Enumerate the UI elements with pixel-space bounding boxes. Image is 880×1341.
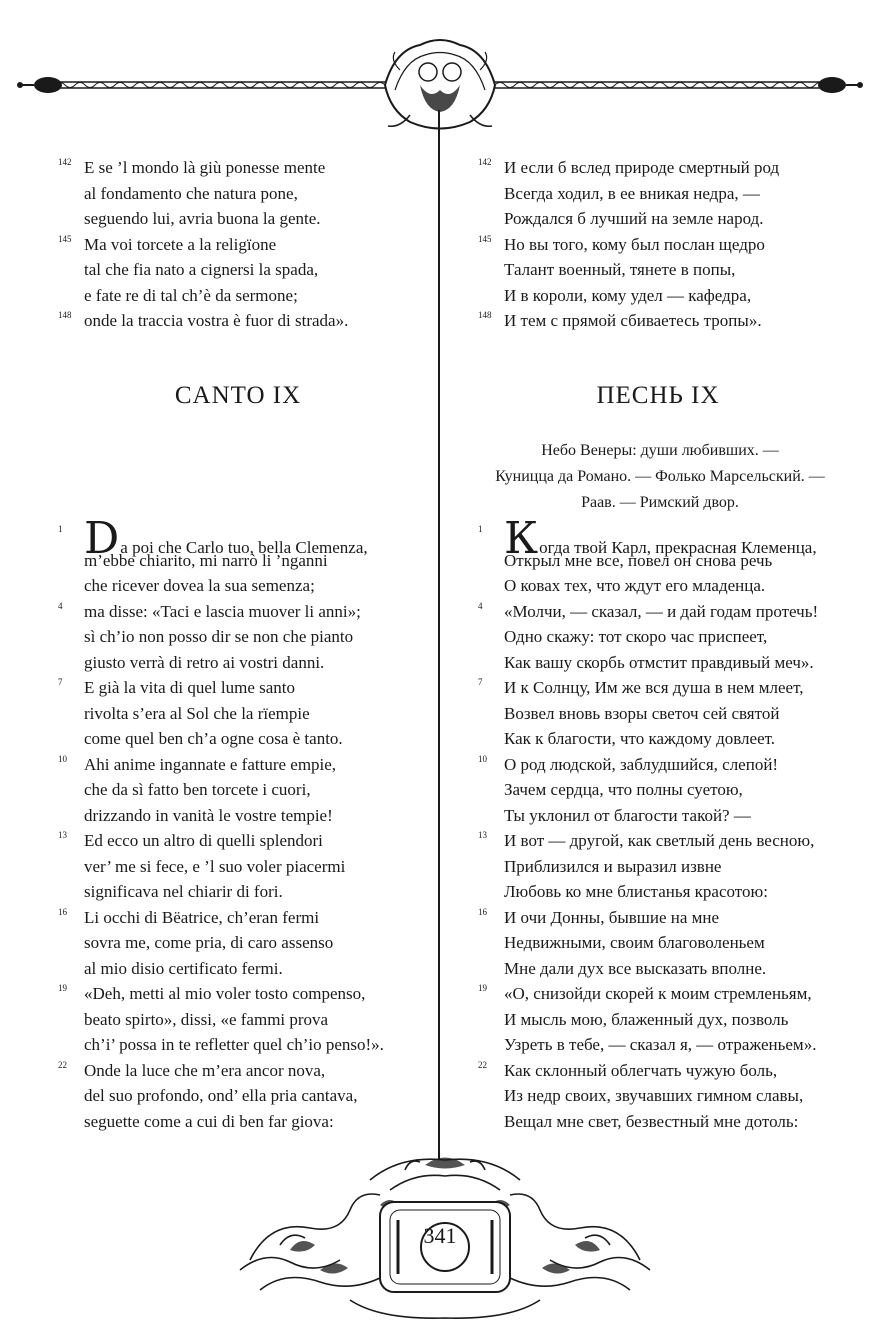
- stanza: [478, 828, 848, 905]
- verse-line: И в короли, кому удел — кафедра,: [504, 285, 752, 305]
- page-number: 341: [423, 1223, 457, 1248]
- verse-line: Открыл мне все, повел он снова речь: [504, 550, 773, 570]
- stanza: [58, 232, 418, 309]
- verse-number: 10: [478, 753, 487, 764]
- verse-line: Вещал мне свет, безвестный мне дотоль:: [504, 1111, 799, 1131]
- stanza: [58, 599, 428, 676]
- verse-line: rivolta s’era al Sol che la rïempie: [84, 703, 310, 723]
- verse-number: 4: [58, 600, 63, 611]
- verse-line: e fate re di tal ch’è da sermone;: [84, 285, 298, 305]
- verse-line: Ed ecco un altro di quelli splendori: [84, 831, 323, 850]
- verse-number: 145: [478, 233, 492, 244]
- verse-line: al fondamento che natura pone,: [84, 183, 298, 203]
- verse-line: И если б вслед природе смертный род: [504, 158, 780, 177]
- drop-cap: К: [504, 513, 539, 564]
- italian-canto-text: [58, 513, 428, 1134]
- verse-number: 4: [478, 600, 483, 611]
- verse-line: ver’ me si fece, e ’l suo voler piacermi: [84, 856, 346, 876]
- right-top-verses: [478, 155, 838, 334]
- verse-line: sì ch’io non posso dir se non che pianto: [84, 627, 354, 646]
- verse-line: Рождался б лучший на земле народ.: [504, 209, 764, 228]
- verse-line: Возвел вновь взоры светоч сей святой: [504, 703, 780, 723]
- top-ornament: [0, 30, 880, 140]
- verse-number: 19: [478, 983, 487, 993]
- verse-line: Приблизился и выразил извне: [504, 856, 722, 876]
- verse-line: Ahi anime ingannate e fatture empie,: [84, 754, 337, 774]
- verse-line: significava nel chiarir di fori.: [84, 882, 283, 901]
- stanza: [478, 981, 848, 1058]
- verse-line: Узреть в тебе, — сказал я, — отраженьем».: [504, 1035, 817, 1054]
- verse-line: E già la vita di quel lume santo: [84, 678, 296, 697]
- stanza: [58, 155, 418, 232]
- verse-line: m’ebbe chiarito, mi narrò li ’nganni: [84, 550, 328, 570]
- verse-line: seguendo lui, avria buona la gente.: [84, 209, 321, 228]
- stanza: [478, 155, 838, 232]
- verse-number: 145: [58, 233, 72, 244]
- stanza: [478, 1058, 848, 1135]
- verse-line: onde la traccia vostra è fuor di strada».: [84, 311, 349, 330]
- verse-line: al mio disio certificato fermi.: [84, 958, 283, 978]
- center-divider: [438, 110, 440, 1160]
- stanza: [58, 905, 428, 982]
- stanza: [58, 513, 428, 599]
- stanza: [58, 675, 428, 752]
- verse-line: Зачем сердца, что полны суетою,: [504, 780, 743, 799]
- verse-line: giusto verrà di retro ai vostri danni.: [84, 652, 325, 672]
- stanza: [58, 981, 428, 1058]
- verse-line: И к Солнцу, Им же вся душа в нем млеет,: [504, 678, 804, 697]
- verse-line: И очи Донны, бывшие на мне: [504, 907, 720, 927]
- verse-number: 7: [58, 677, 63, 687]
- verse-number: 148: [58, 310, 72, 320]
- canto-title-russian: ПЕСНЬ IX: [596, 382, 720, 409]
- verse-number: 10: [58, 753, 67, 764]
- stanza: [58, 752, 428, 829]
- verse-line: «Deh, metti al mio voler tosto compenso,: [84, 984, 366, 1003]
- verse-number: 13: [478, 830, 487, 840]
- verse-line: a poi che Carlo tuo, bella Clemenza,: [120, 538, 368, 557]
- verse-line: che ricever dovea la sua semenza;: [84, 576, 315, 595]
- stanza: [478, 905, 848, 982]
- verse-number: 13: [58, 830, 67, 840]
- verse-line: Одно скажу: тот скоро час приспеет,: [504, 627, 768, 646]
- stanza: [478, 513, 848, 599]
- verse-line: sovra me, come pria, di caro assenso: [84, 933, 334, 952]
- russian-canto-text: [478, 513, 848, 1134]
- verse-line: come quel ben ch’a ogne cosa è tanto.: [84, 729, 343, 748]
- verse-line: tal che fia nato a cignersi la spada,: [84, 260, 319, 279]
- verse-line: E se ’l mondo là giù ponesse mente: [84, 158, 326, 177]
- stanza: [478, 675, 848, 752]
- verse-number: 19: [58, 983, 67, 993]
- verse-line: che da sì fatto ben torcete i cuori,: [84, 780, 311, 799]
- verse-number: 16: [478, 906, 487, 917]
- verse-line: «О, снизойди скорей к моим стремленьям,: [504, 984, 812, 1003]
- verse-line: Талант военный, тянете в попы,: [504, 260, 736, 279]
- verse-line: И тем с прямой сбиваетесь тропы».: [504, 311, 762, 330]
- stanza: [478, 752, 848, 829]
- verse-line: И мысль мою, блаженный дух, позволь: [504, 1009, 789, 1029]
- verse-line: О ковах тех, что ждут его младенца.: [504, 576, 766, 595]
- canto-argument: [460, 438, 860, 516]
- verse-line: drizzando in vanità le vostre tempie!: [84, 805, 333, 825]
- verse-line: ma disse: «Taci e lascia muover li anni»;: [84, 601, 361, 621]
- finial-right: [818, 77, 863, 93]
- verse-line: «Молчи, — сказал, — и дай годам протечь!: [504, 601, 819, 621]
- verse-number: 142: [478, 157, 492, 167]
- stanza: [58, 828, 428, 905]
- verse-line: Всегда ходил, в ее вникая недра, —: [504, 183, 760, 203]
- stanza: [478, 232, 838, 309]
- stanza: [478, 599, 848, 676]
- verse-number: 22: [58, 1059, 67, 1070]
- verse-line: Onde la luce che m’era ancor nova,: [84, 1060, 326, 1080]
- verse-line: Недвижными, своим благоволеньем: [504, 933, 765, 952]
- finial-left: [17, 77, 62, 93]
- canto-title-italian: CANTO IX: [174, 382, 302, 409]
- verse-number: 148: [478, 310, 492, 320]
- verse-line: Мне дали дух все высказать вполне.: [504, 958, 767, 978]
- argument-line: Небо Венеры: души любивших. —: [541, 442, 779, 459]
- drop-cap: D: [84, 513, 120, 564]
- verse-line: Как к благости, что каждому довлеет.: [504, 729, 776, 748]
- verse-number: 142: [58, 157, 72, 167]
- verse-line: Из недр своих, звучавших гимном славы,: [504, 1086, 804, 1105]
- verse-number: 1: [478, 524, 483, 534]
- argument-line: Раав. — Римский двор.: [581, 494, 739, 511]
- verse-line: del suo profondo, ond’ ella pria cantava,: [84, 1086, 358, 1105]
- verse-number: 1: [58, 524, 63, 534]
- verse-line: seguette come a cui di ben far giova:: [84, 1111, 334, 1131]
- verse-line: О род людской, заблудшийся, слепой!: [504, 754, 779, 774]
- verse-number: 16: [58, 906, 67, 917]
- verse-line: Как вашу скорбь отмстит правдивый меч».: [504, 652, 814, 672]
- verse-line: Но вы того, кому был послан щедро: [504, 234, 765, 254]
- verse-line: beato spirto», dissi, «e fammi prova: [84, 1009, 329, 1029]
- verse-line: ch’i’ possa in te refletter quel ch’io penso!».: [84, 1035, 384, 1054]
- verse-line: огда твой Карл, прекрасная Клеменца,: [539, 538, 817, 557]
- verse-line: Любовь ко мне блистанья красотою:: [504, 882, 768, 901]
- verse-line: Ты уклонил от благости такой? —: [504, 805, 751, 825]
- verse-number: 22: [478, 1059, 487, 1070]
- cherub-medallion: [385, 40, 495, 129]
- verse-line: Как склонный облегчать чужую боль,: [504, 1060, 778, 1080]
- stanza: [58, 308, 418, 334]
- left-top-verses: [58, 155, 418, 334]
- verse-line: Ma voi torcete a la religïone: [84, 234, 277, 254]
- stanza: [478, 308, 838, 334]
- verse-number: 7: [478, 677, 483, 687]
- verse-line: Li occhi di Bëatrice, ch’eran fermi: [84, 907, 320, 927]
- stanza: [58, 1058, 428, 1135]
- verse-line: И вот — другой, как светлый день весною,: [504, 831, 815, 850]
- argument-line: Куницца да Романо. — Фолько Марсельский. —: [495, 468, 825, 485]
